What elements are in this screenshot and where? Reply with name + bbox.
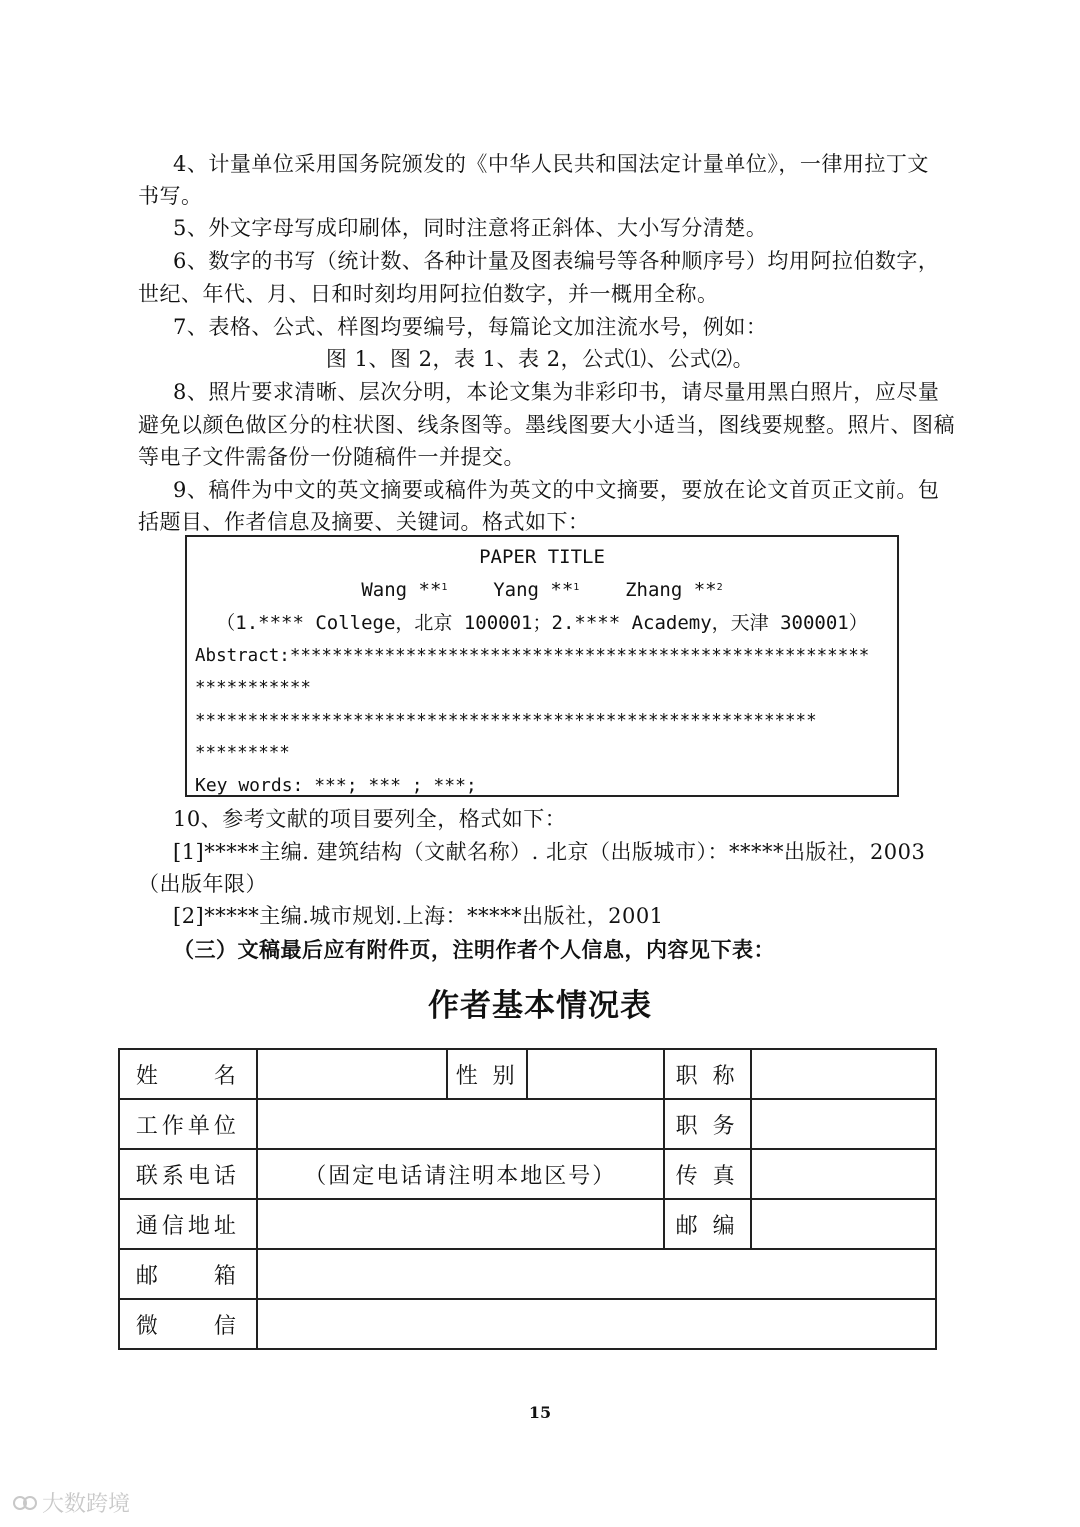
professional-title-label: 职 称: [664, 1049, 751, 1099]
watermark-logo-icon: [12, 1492, 38, 1514]
postcode-label: 邮 编: [664, 1199, 751, 1249]
table-row: [119, 1299, 936, 1349]
example-abstract-line1: Abstract:*******************************************************: [195, 646, 870, 666]
example-author-1: Wang **: [361, 579, 442, 601]
abstract-format-example-box: [185, 535, 899, 797]
page-number: 15: [528, 1403, 552, 1422]
example-abstract-line4: *********: [195, 743, 290, 763]
table-row: [119, 1049, 936, 1099]
name-label: 姓 名: [119, 1049, 257, 1099]
item7: 7、表格、公式、样图均要编号，每篇论文加注流水号，例如：: [173, 315, 768, 339]
position-label: 职 务: [664, 1099, 751, 1149]
example-author-1-sup: 1: [441, 582, 448, 593]
work-unit-field[interactable]: [257, 1099, 664, 1149]
phone-label: 联系电话: [119, 1149, 257, 1199]
example-authors: [187, 574, 897, 606]
wechat-field[interactable]: [257, 1299, 936, 1349]
gender-field[interactable]: [527, 1049, 664, 1099]
reference-1-line2: （出版年限）: [138, 872, 267, 896]
item6-line2: 世纪、年代、月、日和时刻均用阿拉伯数字，并一概用全称。: [138, 282, 719, 306]
address-label: 通信地址: [119, 1199, 257, 1249]
watermark: [12, 1487, 130, 1518]
postcode-field[interactable]: [751, 1199, 936, 1249]
item4-line1: 4、计量单位采用国务院颁发的《中华人民共和国法定计量单位》，一律用拉丁文: [173, 152, 929, 176]
item9-line1: 9、稿件为中文的英文摘要或稿件为英文的中文摘要，要放在论文首页正文前。包: [173, 478, 940, 502]
table-row: [119, 1249, 936, 1299]
fax-label: 传 真: [664, 1149, 751, 1199]
example-abstract-line2: ***********: [195, 678, 311, 698]
item8-line2: 避免以颜色做区分的柱状图、线条图等。墨线图要大小适当，图线要规整。照片、图稿: [138, 413, 955, 437]
address-field[interactable]: [257, 1199, 664, 1249]
watermark-text: 大数跨境: [42, 1492, 131, 1517]
item6-line1: 6、数字的书写（统计数、各种计量及图表编号等各种顺序号）均用阿拉伯数字，: [173, 249, 940, 273]
phone-field[interactable]: （固定电话请注明本地区号）: [257, 1149, 664, 1199]
example-author-2: Yang **: [493, 579, 574, 601]
item10: 10、参考文献的项目要列全，格式如下：: [173, 807, 567, 831]
example-author-2-sup: 1: [573, 582, 580, 593]
example-affiliation: （1.**** College，北京 100001；2.**** Academy，天津 300001）: [216, 612, 868, 634]
fax-field[interactable]: [751, 1149, 936, 1199]
name-field[interactable]: [257, 1049, 447, 1099]
reference-2: [2]*****主编.城市规划.上海：*****出版社，2001: [173, 904, 664, 928]
table-row: [119, 1099, 936, 1149]
example-author-3-sup: 2: [716, 582, 723, 593]
wechat-label: 微 信: [119, 1299, 257, 1349]
reference-1-line1: [1]*****主编. 建筑结构（文献名称）. 北京（出版城市）：*****出版社，2003: [173, 840, 926, 864]
work-unit-label: 工作单位: [119, 1099, 257, 1149]
author-info-table: [118, 1048, 937, 1350]
example-paper-title: PAPER TITLE: [479, 546, 605, 568]
gender-label: 性 别: [447, 1049, 527, 1099]
position-field[interactable]: [751, 1099, 936, 1149]
example-abstract-line3: ***********************************************************: [195, 711, 817, 731]
item8-line3: 等电子文件需备份一份随稿件一并提交。: [138, 445, 525, 469]
section3-heading: （三）文稿最后应有附件页，注明作者个人信息，内容见下表：: [173, 937, 775, 962]
item5: 5、外文字母写成印刷体，同时注意将正斜体、大小写分清楚。: [173, 216, 768, 240]
table-row: [119, 1199, 936, 1249]
example-keywords: Key words: ***; *** ; ***;: [195, 775, 477, 796]
item8-line1: 8、照片要求清晰、层次分明，本论文集为非彩印书，请尽量用黑白照片，应尽量: [173, 380, 940, 404]
author-table-title: 作者基本情况表: [428, 988, 652, 1024]
table-row: [119, 1149, 936, 1199]
item4-line2: 书写。: [138, 184, 203, 208]
professional-title-field[interactable]: [751, 1049, 936, 1099]
email-label: 邮 箱: [119, 1249, 257, 1299]
example-author-3: Zhang **: [625, 579, 717, 601]
email-field[interactable]: [257, 1249, 936, 1299]
item7-example: 图 1、图 2，表 1、表 2，公式⑴、公式⑵。: [325, 347, 755, 371]
item9-line2: 括题目、作者信息及摘要、关键词。格式如下：: [138, 510, 590, 534]
